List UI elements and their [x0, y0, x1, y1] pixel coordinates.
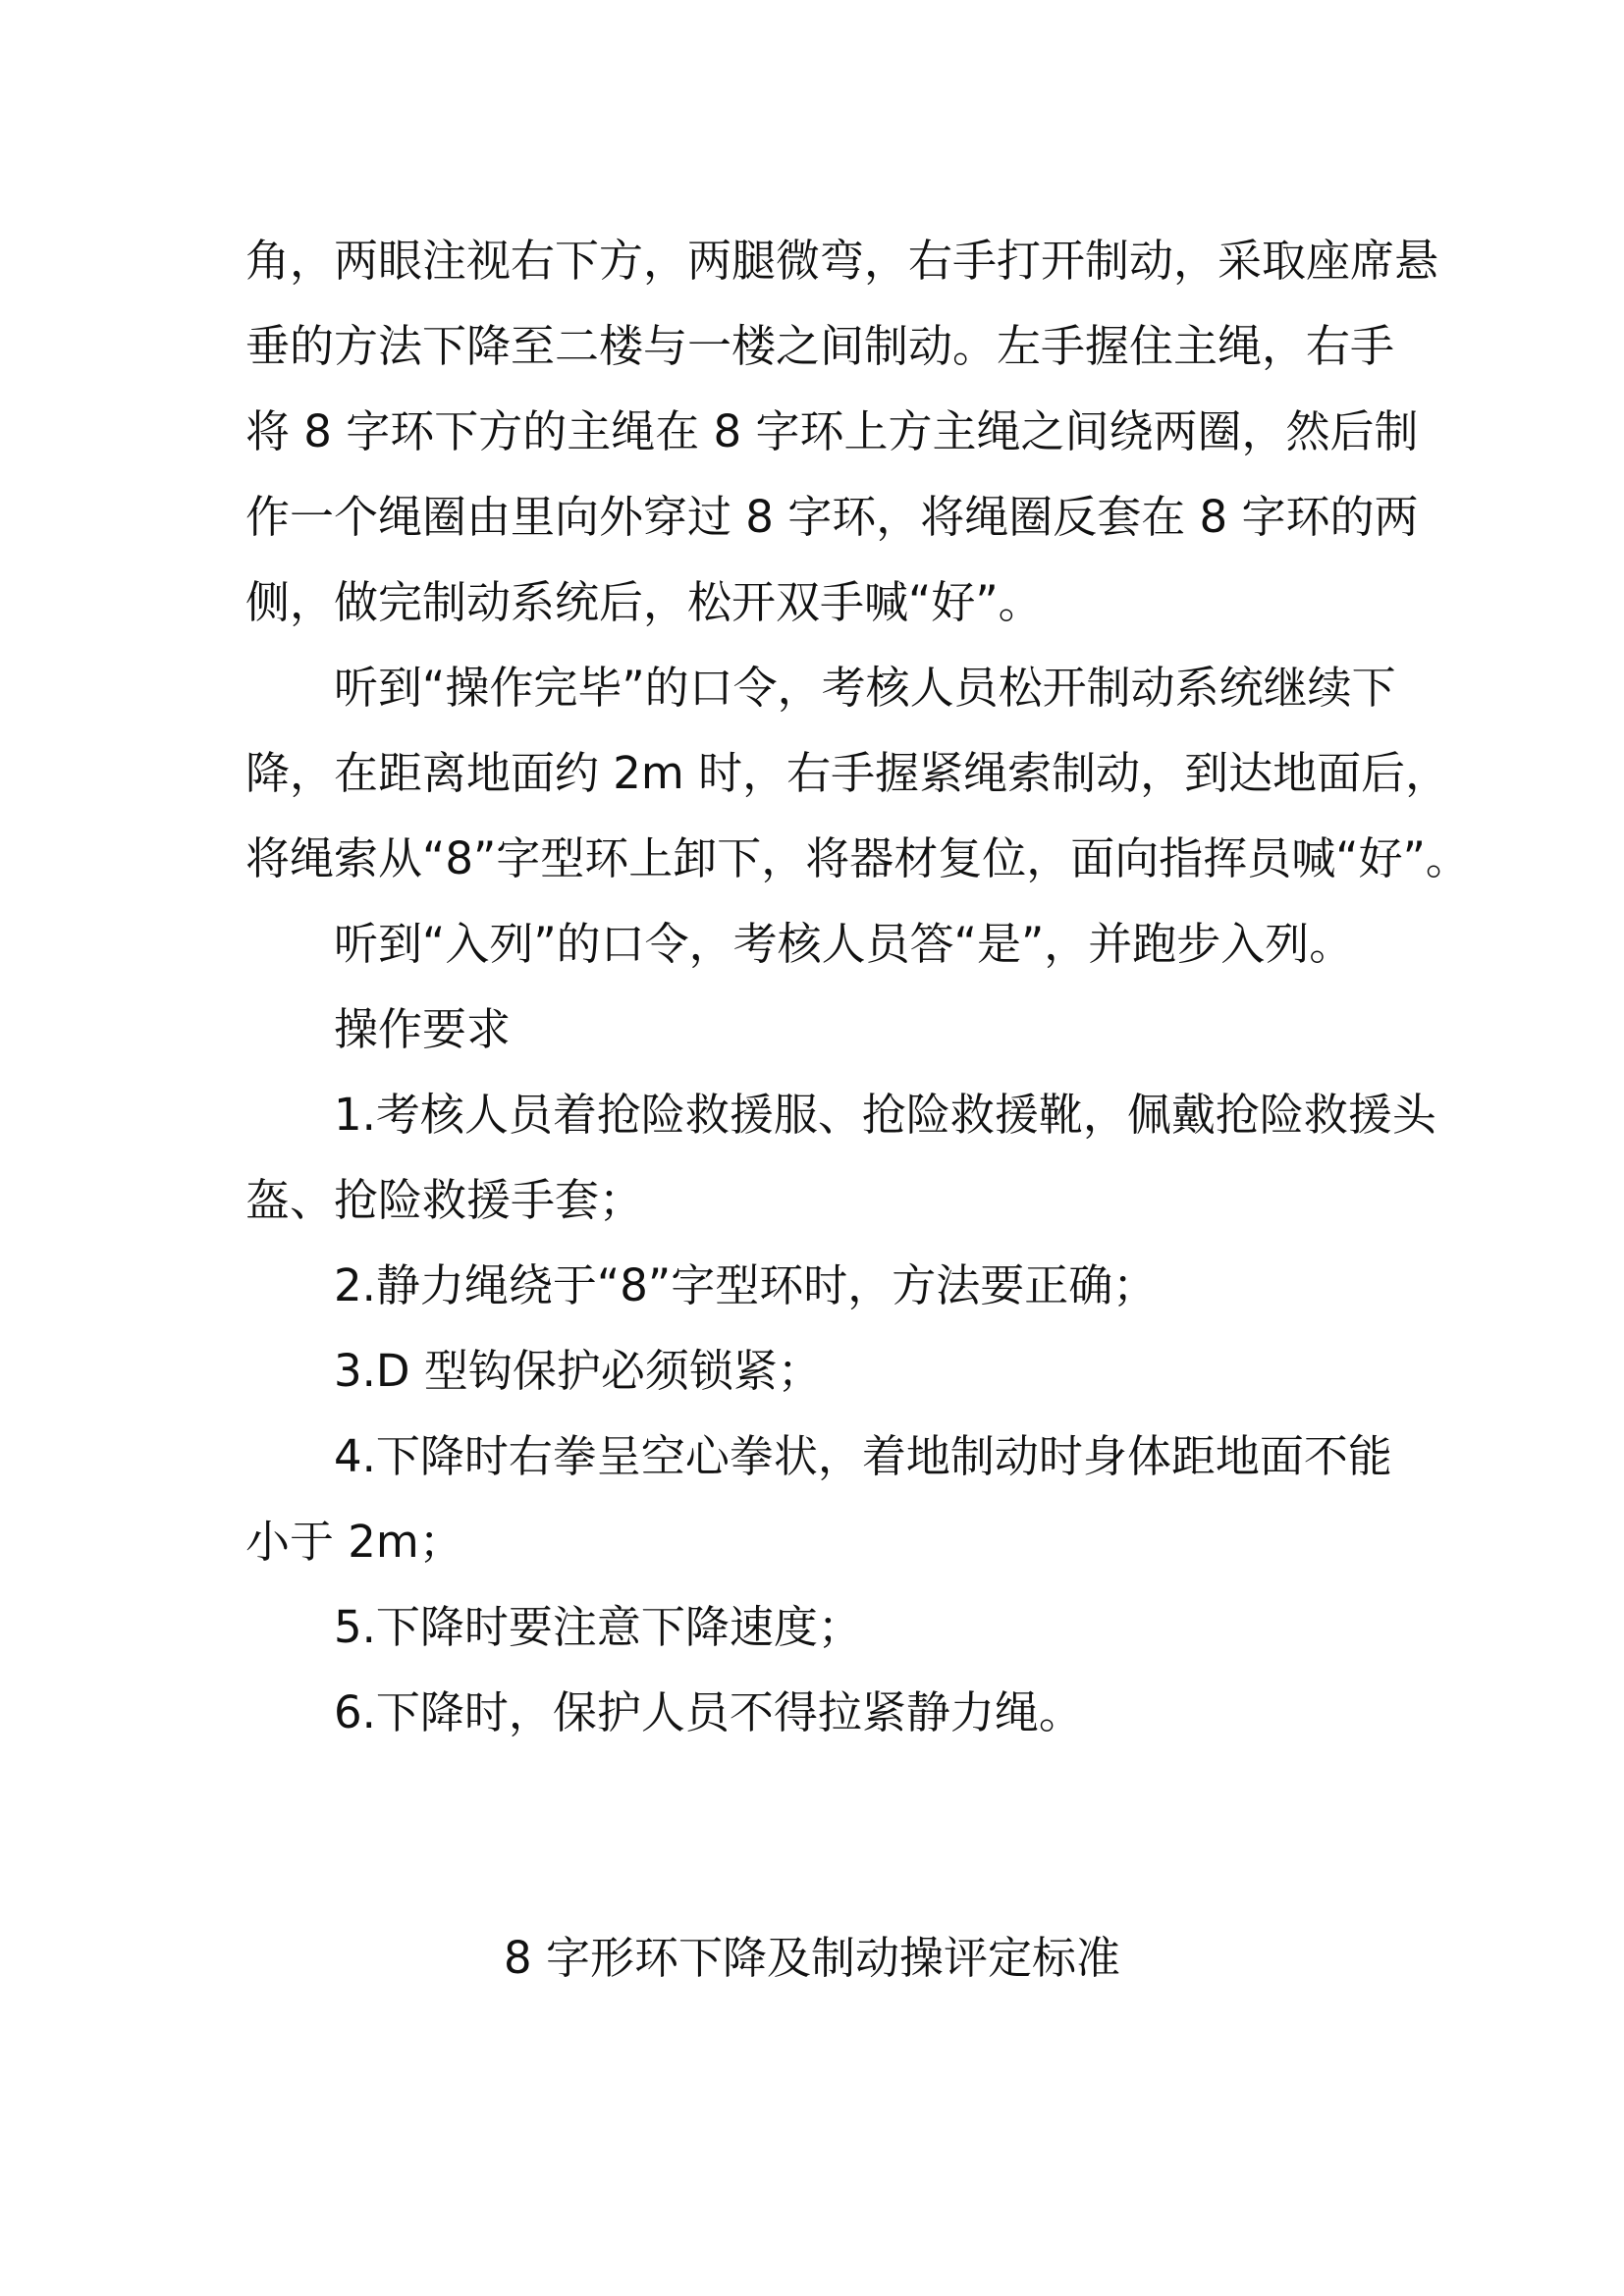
text-line-8: 将绳索从“8”字型环上卸下，将器材复位，面向指挥员喊“好”。 — [245, 832, 1470, 884]
text-line-4: 作一个绳圈由里向外穿过 8 字环，将绳圈反套在 8 字环的两 — [245, 491, 1419, 543]
text-line-13: 2.静力绳绕于“8”字型环时，方法要正确； — [334, 1259, 1158, 1311]
text-line-17: 5.下降时要注意下降速度； — [334, 1601, 862, 1653]
evaluation-standard-title: 8 字形环下降及制动操评定标准 — [504, 1932, 1120, 1984]
text-line-2: 垂的方法下降至二楼与一楼之间制动。左手握住主绳，右手 — [245, 320, 1395, 372]
text-line-5: 侧，做完制动系统后，松开双手喊“好”。 — [245, 576, 1043, 628]
text-line-16: 小于 2m； — [245, 1516, 463, 1568]
text-line-7: 降，在距离地面约 2m 时，右手握紧绳索制动，到达地面后， — [245, 747, 1450, 799]
section-heading-requirements: 操作要求 — [334, 1003, 512, 1055]
text-line-1: 角，两眼注视右下方，两腿微弯，右手打开制动，采取座席悬 — [245, 235, 1439, 287]
text-line-9: 听到“入列”的口令，考核人员答“是”，并跑步入列。 — [334, 918, 1354, 970]
text-line-18: 6.下降时，保护人员不得拉紧静力绳。 — [334, 1686, 1083, 1738]
text-line-11: 1.考核人员着抢险救援服、抢险救援靴，佩戴抢险救援头 — [334, 1089, 1436, 1141]
text-line-14: 3.D 型钩保护必须锁紧； — [334, 1345, 822, 1397]
text-line-12: 盔、抢险救援手套； — [245, 1174, 644, 1226]
text-line-3: 将 8 字环下方的主绳在 8 字环上方主绳之间绕两圈，然后制 — [245, 405, 1419, 457]
text-line-15: 4.下降时右拳呈空心拳状，着地制动时身体距地面不能 — [334, 1430, 1392, 1482]
text-line-6: 听到“操作完毕”的口令，考核人员松开制动系统继续下 — [334, 662, 1396, 714]
